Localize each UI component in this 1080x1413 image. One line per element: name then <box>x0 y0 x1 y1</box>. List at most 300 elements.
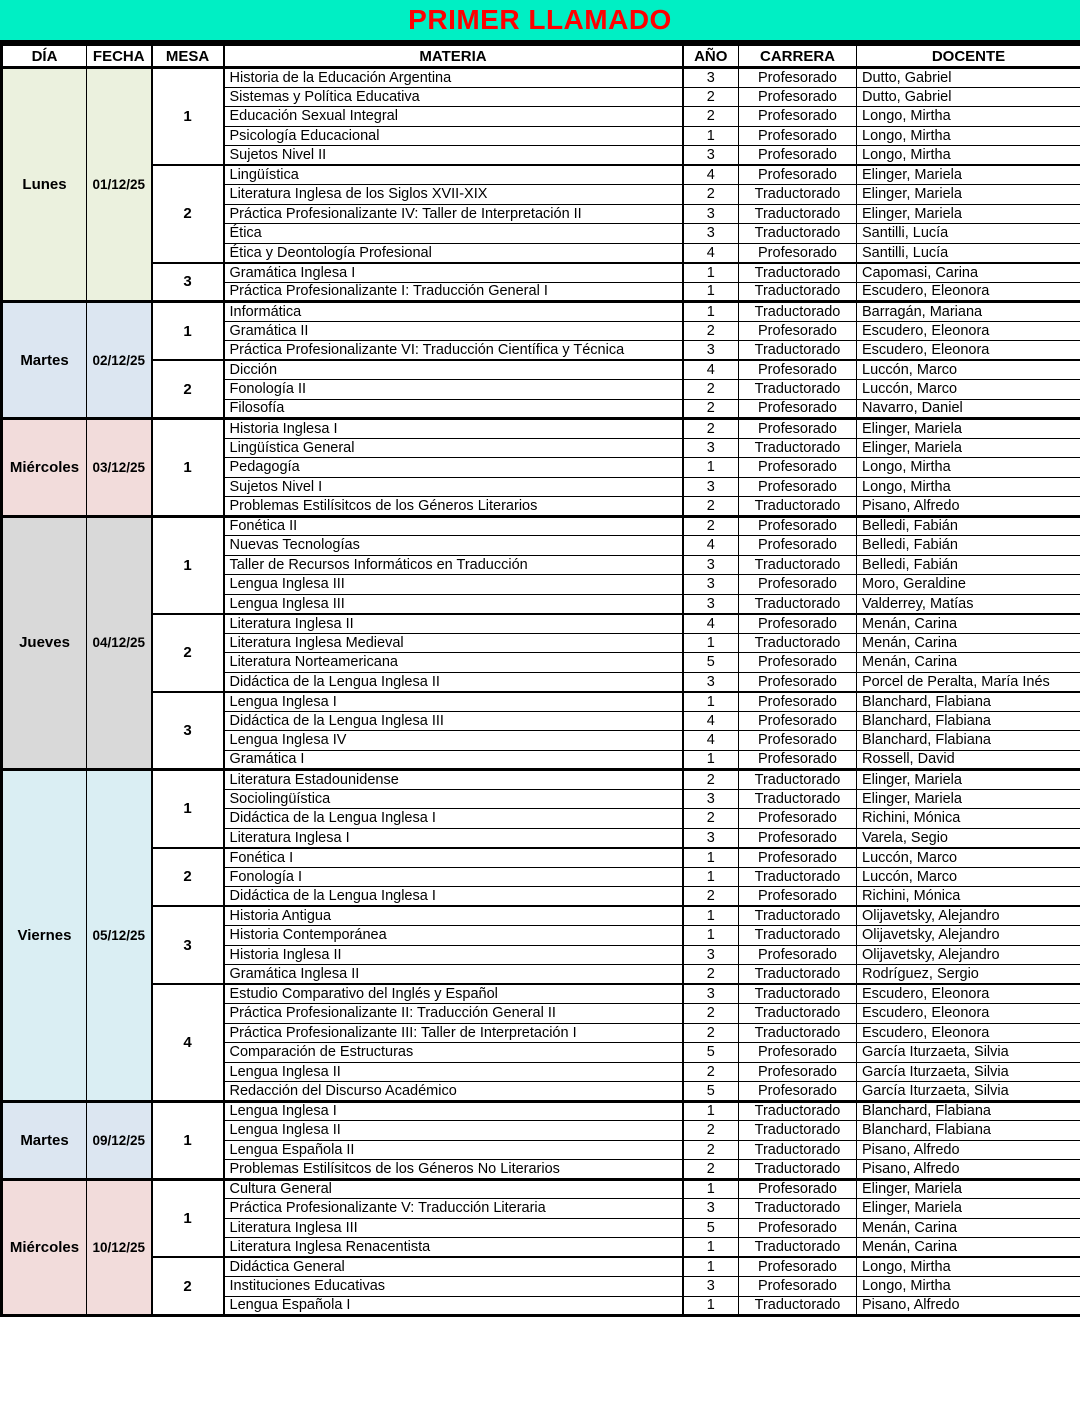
anio-cell: 3 <box>683 224 739 244</box>
anio-cell: 5 <box>683 1043 739 1063</box>
docente-cell: Navarro, Daniel <box>857 399 1080 419</box>
carrera-cell: Profesorado <box>739 516 857 536</box>
materia-cell: Literatura Norteamericana <box>224 653 683 673</box>
exam-schedule-table <box>0 43 1080 1317</box>
anio-cell: 1 <box>683 282 739 302</box>
carrera-cell: Profesorado <box>739 107 857 127</box>
mesa-cell: 1 <box>152 1101 224 1179</box>
materia-cell: Gramática Inglesa I <box>224 263 683 283</box>
docente-cell: Pisano, Alfredo <box>857 497 1080 517</box>
anio-cell: 4 <box>683 731 739 751</box>
anio-cell: 2 <box>683 1160 739 1180</box>
exam-row <box>2 1101 1080 1121</box>
carrera-cell: Traductorado <box>739 204 857 224</box>
carrera-cell: Profesorado <box>739 477 857 497</box>
materia-cell: Comparación de Estructuras <box>224 1043 683 1063</box>
materia-cell: Didáctica de la Lengua Inglesa I <box>224 887 683 907</box>
carrera-cell: Traductorado <box>739 770 857 790</box>
docente-cell: Menán, Carina <box>857 633 1080 653</box>
docente-cell: Valderrey, Matías <box>857 594 1080 614</box>
table-header <box>2 45 1080 68</box>
carrera-cell: Traductorado <box>739 1140 857 1160</box>
day-cell: Martes <box>2 302 87 419</box>
anio-cell: 5 <box>683 1218 739 1238</box>
exam-row <box>2 614 1080 634</box>
materia-cell: Lingüística <box>224 165 683 185</box>
carrera-cell: Traductorado <box>739 1121 857 1141</box>
carrera-cell: Traductorado <box>739 380 857 400</box>
docente-cell: Menán, Carina <box>857 614 1080 634</box>
anio-cell: 4 <box>683 165 739 185</box>
docente-cell: Belledi, Fabián <box>857 536 1080 556</box>
docente-cell: García Iturzaeta, Silvia <box>857 1082 1080 1102</box>
docente-cell: Elinger, Mariela <box>857 204 1080 224</box>
col-header-mesa: MESA <box>152 45 224 68</box>
docente-cell: Pisano, Alfredo <box>857 1140 1080 1160</box>
docente-cell: Longo, Mirtha <box>857 107 1080 127</box>
anio-cell: 2 <box>683 107 739 127</box>
date-cell: 05/12/25 <box>87 770 152 1102</box>
carrera-cell: Traductorado <box>739 984 857 1004</box>
carrera-cell: Traductorado <box>739 789 857 809</box>
docente-cell: Rodríguez, Sergio <box>857 965 1080 985</box>
docente-cell: Elinger, Mariela <box>857 438 1080 458</box>
docente-cell: Blanchard, Flabiana <box>857 711 1080 731</box>
carrera-cell: Profesorado <box>739 1218 857 1238</box>
anio-cell: 2 <box>683 419 739 439</box>
exam-row <box>2 302 1080 322</box>
mesa-cell: 3 <box>152 263 224 302</box>
docente-cell: Capomasi, Carina <box>857 263 1080 283</box>
docente-cell: Escudero, Eleonora <box>857 984 1080 1004</box>
carrera-cell: Traductorado <box>739 1238 857 1258</box>
carrera-cell: Traductorado <box>739 341 857 361</box>
materia-cell: Historia Inglesa I <box>224 419 683 439</box>
mesa-cell: 2 <box>152 165 224 263</box>
anio-cell: 1 <box>683 1296 739 1316</box>
carrera-cell: Profesorado <box>739 575 857 595</box>
materia-cell: Lingüística General <box>224 438 683 458</box>
schedule-body <box>2 68 1080 1316</box>
docente-cell: Pisano, Alfredo <box>857 1160 1080 1180</box>
docente-cell: Longo, Mirtha <box>857 1277 1080 1297</box>
anio-cell: 1 <box>683 1257 739 1277</box>
docente-cell: García Iturzaeta, Silvia <box>857 1043 1080 1063</box>
day-cell: Viernes <box>2 770 87 1102</box>
carrera-cell: Profesorado <box>739 87 857 107</box>
docente-cell: Rossell, David <box>857 750 1080 770</box>
exam-row <box>2 68 1080 88</box>
docente-cell: Pisano, Alfredo <box>857 1296 1080 1316</box>
materia-cell: Sujetos Nivel I <box>224 477 683 497</box>
materia-cell: Práctica Profesionalizante I: Traducción General I <box>224 282 683 302</box>
exam-row <box>2 1257 1080 1277</box>
exam-row <box>2 1179 1080 1199</box>
docente-cell: Escudero, Eleonora <box>857 341 1080 361</box>
day-cell: Miércoles <box>2 1179 87 1316</box>
materia-cell: Historia Contemporánea <box>224 926 683 946</box>
materia-cell: Literatura Inglesa III <box>224 1218 683 1238</box>
materia-cell: Gramática I <box>224 750 683 770</box>
date-cell: 09/12/25 <box>87 1101 152 1179</box>
col-header-carrera: CARRERA <box>739 45 857 68</box>
materia-cell: Nuevas Tecnologías <box>224 536 683 556</box>
anio-cell: 4 <box>683 243 739 263</box>
docente-cell: Belledi, Fabián <box>857 516 1080 536</box>
anio-cell: 3 <box>683 438 739 458</box>
carrera-cell: Traductorado <box>739 555 857 575</box>
carrera-cell: Traductorado <box>739 867 857 887</box>
anio-cell: 1 <box>683 1101 739 1121</box>
materia-cell: Sistemas y Política Educativa <box>224 87 683 107</box>
anio-cell: 2 <box>683 380 739 400</box>
carrera-cell: Profesorado <box>739 653 857 673</box>
materia-cell: Práctica Profesionalizante IV: Taller de Interpretación II <box>224 204 683 224</box>
docente-cell: Barragán, Mariana <box>857 302 1080 322</box>
exam-row <box>2 516 1080 536</box>
anio-cell: 3 <box>683 1199 739 1219</box>
docente-cell: Escudero, Eleonora <box>857 1004 1080 1024</box>
docente-cell: Blanchard, Flabiana <box>857 1101 1080 1121</box>
carrera-cell: Traductorado <box>739 1004 857 1024</box>
anio-cell: 2 <box>683 321 739 341</box>
carrera-cell: Traductorado <box>739 633 857 653</box>
docente-cell: Moro, Geraldine <box>857 575 1080 595</box>
anio-cell: 3 <box>683 555 739 575</box>
docente-cell: Blanchard, Flabiana <box>857 692 1080 712</box>
exam-row <box>2 692 1080 712</box>
carrera-cell: Traductorado <box>739 926 857 946</box>
materia-cell: Literatura Inglesa I <box>224 828 683 848</box>
docente-cell: Elinger, Mariela <box>857 185 1080 205</box>
docente-cell: Elinger, Mariela <box>857 1199 1080 1219</box>
materia-cell: Lengua Inglesa III <box>224 575 683 595</box>
carrera-cell: Profesorado <box>739 887 857 907</box>
materia-cell: Fonética I <box>224 848 683 868</box>
docente-cell: Elinger, Mariela <box>857 789 1080 809</box>
col-header-anio: AÑO <box>683 45 739 68</box>
exam-row <box>2 165 1080 185</box>
carrera-cell: Traductorado <box>739 302 857 322</box>
carrera-cell: Profesorado <box>739 321 857 341</box>
carrera-cell: Profesorado <box>739 945 857 965</box>
carrera-cell: Traductorado <box>739 906 857 926</box>
carrera-cell: Profesorado <box>739 828 857 848</box>
mesa-cell: 1 <box>152 1179 224 1257</box>
carrera-cell: Profesorado <box>739 711 857 731</box>
col-header-fecha: FECHA <box>87 45 152 68</box>
anio-cell: 3 <box>683 984 739 1004</box>
carrera-cell: Profesorado <box>739 68 857 88</box>
docente-cell: Richini, Mónica <box>857 887 1080 907</box>
docente-cell: Menán, Carina <box>857 1218 1080 1238</box>
materia-cell: Lengua Española II <box>224 1140 683 1160</box>
anio-cell: 3 <box>683 1277 739 1297</box>
anio-cell: 3 <box>683 477 739 497</box>
materia-cell: Instituciones Educativas <box>224 1277 683 1297</box>
carrera-cell: Traductorado <box>739 965 857 985</box>
anio-cell: 2 <box>683 1140 739 1160</box>
anio-cell: 3 <box>683 789 739 809</box>
date-cell: 04/12/25 <box>87 516 152 770</box>
anio-cell: 3 <box>683 828 739 848</box>
date-cell: 03/12/25 <box>87 419 152 517</box>
materia-cell: Lengua Inglesa II <box>224 1062 683 1082</box>
mesa-cell: 2 <box>152 1257 224 1316</box>
carrera-cell: Traductorado <box>739 1101 857 1121</box>
exam-row <box>2 848 1080 868</box>
materia-cell: Didáctica General <box>224 1257 683 1277</box>
carrera-cell: Traductorado <box>739 497 857 517</box>
materia-cell: Gramática II <box>224 321 683 341</box>
materia-cell: Lengua Inglesa I <box>224 1101 683 1121</box>
materia-cell: Redacción del Discurso Académico <box>224 1082 683 1102</box>
carrera-cell: Traductorado <box>739 1023 857 1043</box>
day-cell: Miércoles <box>2 419 87 517</box>
carrera-cell: Profesorado <box>739 360 857 380</box>
title-bar <box>0 0 1080 43</box>
docente-cell: Escudero, Eleonora <box>857 1023 1080 1043</box>
mesa-cell: 2 <box>152 848 224 907</box>
date-cell: 02/12/25 <box>87 302 152 419</box>
carrera-cell: Profesorado <box>739 458 857 478</box>
docente-cell: Luccón, Marco <box>857 360 1080 380</box>
materia-cell: Didáctica de la Lengua Inglesa II <box>224 672 683 692</box>
docente-cell: Longo, Mirtha <box>857 126 1080 146</box>
carrera-cell: Profesorado <box>739 536 857 556</box>
anio-cell: 1 <box>683 750 739 770</box>
mesa-cell: 3 <box>152 692 224 770</box>
materia-cell: Práctica Profesionalizante II: Traducción General II <box>224 1004 683 1024</box>
materia-cell: Literatura Inglesa Renacentista <box>224 1238 683 1258</box>
carrera-cell: Profesorado <box>739 146 857 166</box>
docente-cell: Olijavetsky, Alejandro <box>857 926 1080 946</box>
carrera-cell: Profesorado <box>739 165 857 185</box>
docente-cell: Escudero, Eleonora <box>857 321 1080 341</box>
carrera-cell: Traductorado <box>739 594 857 614</box>
carrera-cell: Profesorado <box>739 750 857 770</box>
materia-cell: Problemas Estilísitcos de los Géneros No Literarios <box>224 1160 683 1180</box>
anio-cell: 3 <box>683 341 739 361</box>
materia-cell: Historia de la Educación Argentina <box>224 68 683 88</box>
materia-cell: Lengua Inglesa IV <box>224 731 683 751</box>
docente-cell: García Iturzaeta, Silvia <box>857 1062 1080 1082</box>
anio-cell: 2 <box>683 399 739 419</box>
docente-cell: Santilli, Lucía <box>857 243 1080 263</box>
docente-cell: Luccón, Marco <box>857 867 1080 887</box>
materia-cell: Literatura Inglesa II <box>224 614 683 634</box>
exam-row <box>2 984 1080 1004</box>
exam-row <box>2 770 1080 790</box>
materia-cell: Literatura Inglesa de los Siglos XVII-XIX <box>224 185 683 205</box>
anio-cell: 2 <box>683 1004 739 1024</box>
materia-cell: Práctica Profesionalizante VI: Traducción Científica y Técnica <box>224 341 683 361</box>
anio-cell: 1 <box>683 633 739 653</box>
day-cell: Martes <box>2 1101 87 1179</box>
carrera-cell: Profesorado <box>739 692 857 712</box>
docente-cell: Luccón, Marco <box>857 848 1080 868</box>
docente-cell: Richini, Mónica <box>857 809 1080 829</box>
materia-cell: Ética <box>224 224 683 244</box>
docente-cell: Blanchard, Flabiana <box>857 1121 1080 1141</box>
mesa-cell: 1 <box>152 770 224 848</box>
materia-cell: Literatura Estadounidense <box>224 770 683 790</box>
anio-cell: 4 <box>683 614 739 634</box>
anio-cell: 3 <box>683 594 739 614</box>
mesa-cell: 1 <box>152 302 224 361</box>
materia-cell: Lengua Inglesa III <box>224 594 683 614</box>
anio-cell: 2 <box>683 1062 739 1082</box>
carrera-cell: Profesorado <box>739 809 857 829</box>
materia-cell: Historia Antigua <box>224 906 683 926</box>
docente-cell: Longo, Mirtha <box>857 477 1080 497</box>
anio-cell: 5 <box>683 1082 739 1102</box>
mesa-cell: 2 <box>152 360 224 419</box>
anio-cell: 2 <box>683 887 739 907</box>
carrera-cell: Profesorado <box>739 672 857 692</box>
materia-cell: Taller de Recursos Informáticos en Traducción <box>224 555 683 575</box>
exam-row <box>2 419 1080 439</box>
carrera-cell: Profesorado <box>739 419 857 439</box>
materia-cell: Fonética II <box>224 516 683 536</box>
docente-cell: Longo, Mirtha <box>857 146 1080 166</box>
anio-cell: 2 <box>683 1023 739 1043</box>
docente-cell: Belledi, Fabián <box>857 555 1080 575</box>
docente-cell: Menán, Carina <box>857 1238 1080 1258</box>
anio-cell: 4 <box>683 711 739 731</box>
anio-cell: 1 <box>683 867 739 887</box>
anio-cell: 1 <box>683 263 739 283</box>
materia-cell: Lengua Española I <box>224 1296 683 1316</box>
mesa-cell: 1 <box>152 68 224 166</box>
day-cell: Jueves <box>2 516 87 770</box>
carrera-cell: Traductorado <box>739 263 857 283</box>
anio-cell: 3 <box>683 146 739 166</box>
materia-cell: Problemas Estilísitcos de los Géneros Literarios <box>224 497 683 517</box>
docente-cell: Olijavetsky, Alejandro <box>857 945 1080 965</box>
carrera-cell: Profesorado <box>739 1257 857 1277</box>
carrera-cell: Profesorado <box>739 399 857 419</box>
docente-cell: Elinger, Mariela <box>857 165 1080 185</box>
carrera-cell: Traductorado <box>739 282 857 302</box>
docente-cell: Dutto, Gabriel <box>857 87 1080 107</box>
materia-cell: Lengua Inglesa II <box>224 1121 683 1141</box>
anio-cell: 3 <box>683 945 739 965</box>
docente-cell: Elinger, Mariela <box>857 770 1080 790</box>
anio-cell: 2 <box>683 516 739 536</box>
anio-cell: 4 <box>683 360 739 380</box>
anio-cell: 1 <box>683 848 739 868</box>
docente-cell: Elinger, Mariela <box>857 1179 1080 1199</box>
carrera-cell: Profesorado <box>739 1082 857 1102</box>
docente-cell: Elinger, Mariela <box>857 419 1080 439</box>
materia-cell: Didáctica de la Lengua Inglesa III <box>224 711 683 731</box>
docente-cell: Santilli, Lucía <box>857 224 1080 244</box>
docente-cell: Blanchard, Flabiana <box>857 731 1080 751</box>
carrera-cell: Profesorado <box>739 243 857 263</box>
carrera-cell: Traductorado <box>739 1296 857 1316</box>
materia-cell: Práctica Profesionalizante III: Taller de Interpretación I <box>224 1023 683 1043</box>
materia-cell: Educación Sexual Integral <box>224 107 683 127</box>
materia-cell: Literatura Inglesa Medieval <box>224 633 683 653</box>
carrera-cell: Traductorado <box>739 438 857 458</box>
anio-cell: 5 <box>683 653 739 673</box>
anio-cell: 1 <box>683 458 739 478</box>
carrera-cell: Traductorado <box>739 1199 857 1219</box>
col-header-materia: MATERIA <box>224 45 683 68</box>
materia-cell: Informática <box>224 302 683 322</box>
materia-cell: Estudio Comparativo del Inglés y Español <box>224 984 683 1004</box>
exam-row <box>2 360 1080 380</box>
carrera-cell: Profesorado <box>739 1277 857 1297</box>
materia-cell: Fonología II <box>224 380 683 400</box>
anio-cell: 2 <box>683 770 739 790</box>
anio-cell: 2 <box>683 497 739 517</box>
carrera-cell: Traductorado <box>739 1160 857 1180</box>
materia-cell: Didáctica de la Lengua Inglesa I <box>224 809 683 829</box>
anio-cell: 1 <box>683 926 739 946</box>
col-header-docente: DOCENTE <box>857 45 1080 68</box>
docente-cell: Menán, Carina <box>857 653 1080 673</box>
docente-cell: Varela, Segio <box>857 828 1080 848</box>
anio-cell: 1 <box>683 1179 739 1199</box>
carrera-cell: Traductorado <box>739 185 857 205</box>
docente-cell: Porcel de Peralta, María Inés <box>857 672 1080 692</box>
anio-cell: 3 <box>683 68 739 88</box>
anio-cell: 1 <box>683 126 739 146</box>
anio-cell: 4 <box>683 536 739 556</box>
materia-cell: Pedagogía <box>224 458 683 478</box>
anio-cell: 3 <box>683 672 739 692</box>
date-cell: 01/12/25 <box>87 68 152 302</box>
mesa-cell: 2 <box>152 614 224 692</box>
materia-cell: Sociolingüística <box>224 789 683 809</box>
anio-cell: 2 <box>683 1121 739 1141</box>
docente-cell: Escudero, Eleonora <box>857 282 1080 302</box>
materia-cell: Sujetos Nivel II <box>224 146 683 166</box>
carrera-cell: Profesorado <box>739 731 857 751</box>
mesa-cell: 3 <box>152 906 224 984</box>
date-cell: 10/12/25 <box>87 1179 152 1316</box>
carrera-cell: Profesorado <box>739 614 857 634</box>
mesa-cell: 1 <box>152 516 224 614</box>
schedule-title: PRIMER LLAMADO <box>408 4 672 35</box>
anio-cell: 2 <box>683 185 739 205</box>
materia-cell: Psicología Educacional <box>224 126 683 146</box>
carrera-cell: Profesorado <box>739 848 857 868</box>
materia-cell: Gramática Inglesa II <box>224 965 683 985</box>
anio-cell: 2 <box>683 965 739 985</box>
docente-cell: Longo, Mirtha <box>857 1257 1080 1277</box>
docente-cell: Dutto, Gabriel <box>857 68 1080 88</box>
exam-row <box>2 263 1080 283</box>
carrera-cell: Profesorado <box>739 1062 857 1082</box>
carrera-cell: Profesorado <box>739 1179 857 1199</box>
materia-cell: Ética y Deontología Profesional <box>224 243 683 263</box>
anio-cell: 3 <box>683 575 739 595</box>
docente-cell: Longo, Mirtha <box>857 458 1080 478</box>
materia-cell: Práctica Profesionalizante V: Traducción Literaria <box>224 1199 683 1219</box>
materia-cell: Lengua Inglesa I <box>224 692 683 712</box>
exam-row <box>2 906 1080 926</box>
anio-cell: 2 <box>683 87 739 107</box>
materia-cell: Historia Inglesa II <box>224 945 683 965</box>
col-header-dia: DÍA <box>2 45 87 68</box>
docente-cell: Olijavetsky, Alejandro <box>857 906 1080 926</box>
docente-cell: Luccón, Marco <box>857 380 1080 400</box>
carrera-cell: Profesorado <box>739 1043 857 1063</box>
materia-cell: Cultura General <box>224 1179 683 1199</box>
